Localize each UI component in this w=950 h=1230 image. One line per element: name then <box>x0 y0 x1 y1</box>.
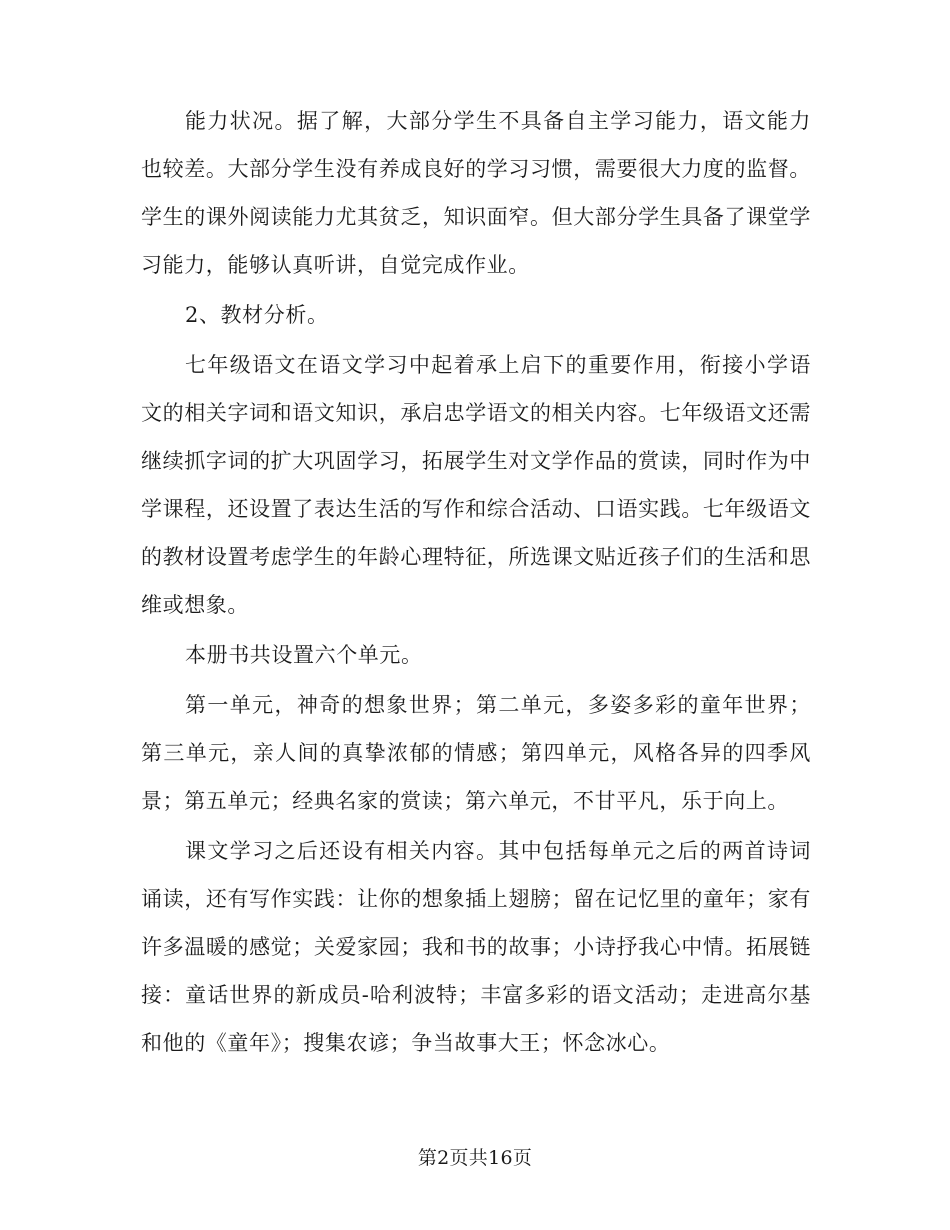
paragraph-units-count: 本册书共设置六个单元。 <box>185 643 423 667</box>
paragraph-units-list: 第一单元，神奇的想象世界；第二单元，多姿多彩的童年世界；第三单元，亲人间的真挚浓郁的情感；第四单元，风格各异的四季风景；第五单元；经典名家的赏读；第六单元，不甘平凡，乐于向上。 <box>141 693 811 813</box>
page-body <box>141 97 811 1069</box>
paragraph-extra-content: 课文学习之后还设有相关内容。其中包括每单元之后的两首诗词诵读，还有写作实践：让你的想象插上翅膀；留在记忆里的童年；家有许多温暖的感觉；关爱家园；我和书的故事；小诗抒我心中情。拓展链接：童话世界的新成员-哈利波特；丰富多彩的语文活动；走进高尔基和他的《童年》；搜集农谚；争当故事大王；怀念冰心。 <box>141 839 811 1055</box>
paragraph-textbook-analysis: 七年级语文在语文学习中起着承上启下的重要作用，衔接小学语文的相关字词和语文知识，承启忠学语文的相关内容。七年级语文还需继续抓字词的扩大巩固学习，拓展学生对文学作品的赏读，同时作为中学课程，还设置了表达生活的写作和综合活动、口语实践。七年级语文的教材设置考虑学生的年龄心理特征，所选课文贴近孩子们的生活和思维或想象。 <box>141 353 811 617</box>
paragraph-textbook-heading: 2、教材分析。 <box>185 303 329 327</box>
page-number-footer: 第2页共16页 <box>417 1147 533 1169</box>
paragraph-ability-status: 能力状况。据了解，大部分学生不具备自主学习能力，语文能力也较差。大部分学生没有养成良好的学习习惯，需要很大力度的监督。学生的课外阅读能力尤其贫乏，知识面窄。但大部分学生具备了课堂学习能力，能够认真听讲，自觉完成作业。 <box>141 109 811 277</box>
